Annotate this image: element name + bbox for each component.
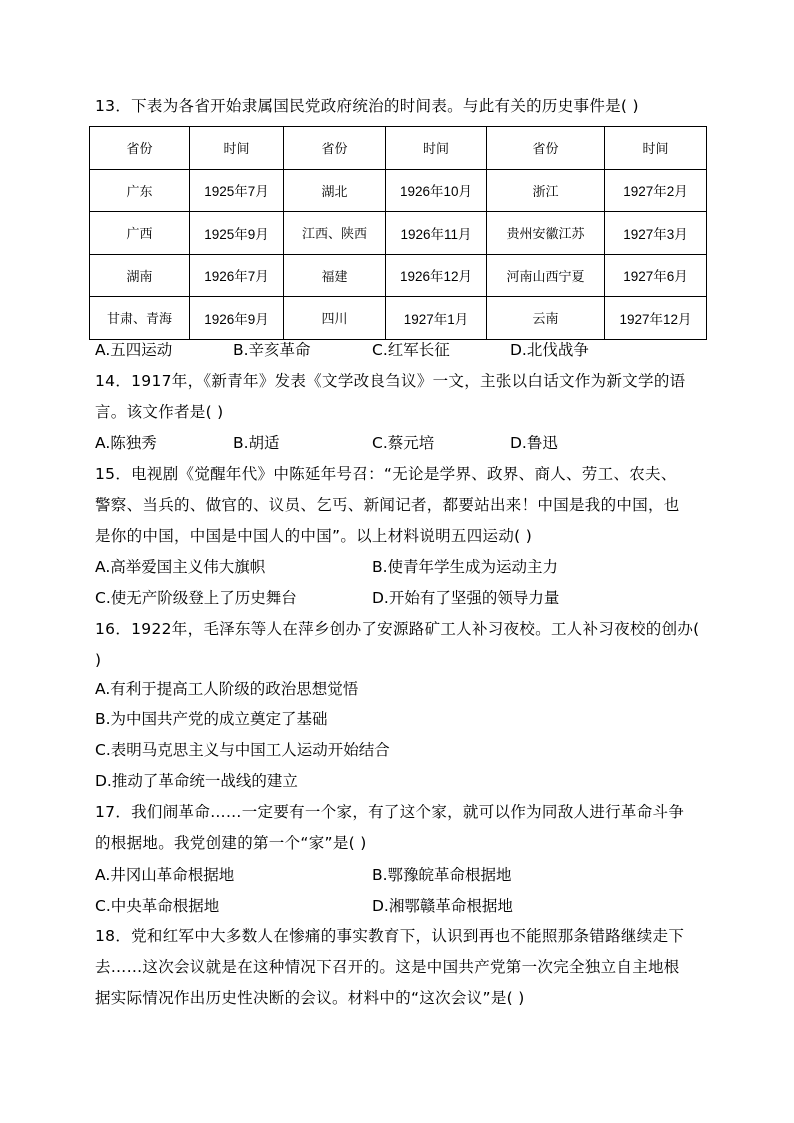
q13-stem: 13．下表为各省开始隶属国民党政府统治的时间表。与此有关的历史事件是( ) (95, 97, 639, 115)
q15-stem-line: 警察、当兵的、做官的、议员、乞丐、新闻记者，都要站出来！中国是我的中国，也 (95, 496, 680, 514)
q15-stem-line: 15．电视剧《觉醒年代》中陈延年号召：“无论是学界、政界、商人、劳工、农夫、 (95, 465, 677, 483)
table-header-cell: 省份 (284, 127, 386, 170)
time-cell: 1927年1月 (386, 297, 487, 340)
province-cell: 江西、陕西 (284, 212, 386, 255)
table-header-cell: 时间 (386, 127, 487, 170)
province-time-table (89, 126, 707, 340)
q15-option-c[interactable]: C.使无产阶级登上了历史舞台 (95, 589, 297, 607)
province-cell: 浙江 (487, 169, 605, 212)
q16-option-b[interactable]: B.为中国共产党的成立奠定了基础 (95, 710, 328, 728)
q13-option-d[interactable]: D.北伐战争 (510, 341, 589, 359)
province-cell: 广东 (90, 169, 190, 212)
table-row (90, 212, 707, 255)
q14-stem-line: 14．1917年，《新青年》发表《文学改良刍议》一文，主张以白话文作为新文学的语 (95, 372, 686, 390)
q18-stem-line: 去……这次会议就是在这种情况下召开的。这是中国共产党第一次完全独立自主地根 (95, 958, 680, 976)
time-cell: 1927年2月 (605, 169, 707, 212)
q15-option-a[interactable]: A.高举爱国主义伟大旗帜 (95, 558, 266, 576)
time-cell: 1927年6月 (605, 254, 707, 297)
province-cell: 湖北 (284, 169, 386, 212)
q16-stem-line: 16．1922年，毛泽东等人在萍乡创办了安源路矿工人补习夜校。工人补习夜校的创办( (95, 620, 700, 638)
time-cell: 1925年9月 (190, 212, 284, 255)
q15-stem-line: 是你的中国，中国是中国人的中国”。以上材料说明五四运动( ) (95, 527, 533, 545)
table-row (90, 169, 707, 212)
q15-option-b[interactable]: B.使青年学生成为运动主力 (372, 558, 559, 576)
q14-stem-line: 言。该文作者是( ) (95, 403, 224, 421)
time-cell: 1927年12月 (605, 297, 707, 340)
province-cell: 四川 (284, 297, 386, 340)
province-cell: 福建 (284, 254, 386, 297)
table-header-cell: 时间 (190, 127, 284, 170)
time-cell: 1927年3月 (605, 212, 707, 255)
q17-option-c[interactable]: C.中央革命根据地 (95, 897, 220, 915)
table-row (90, 297, 707, 340)
province-cell: 云南 (487, 297, 605, 340)
province-cell: 河南山西宁夏 (487, 254, 605, 297)
q16-stem-line: ) (95, 651, 102, 669)
time-cell: 1926年9月 (190, 297, 284, 340)
province-cell: 广西 (90, 212, 190, 255)
q14-option-b[interactable]: B.胡适 (233, 434, 280, 452)
province-cell: 贵州安徽江苏 (487, 212, 605, 255)
q13-option-a[interactable]: A.五四运动 (95, 341, 173, 359)
q16-option-c[interactable]: C.表明马克思主义与中国工人运动开始结合 (95, 741, 390, 759)
q18-stem-line: 据实际情况作出历史性决断的会议。材料中的“这次会议”是( ) (95, 989, 525, 1007)
q16-option-a[interactable]: A.有利于提高工人阶级的政治思想觉悟 (95, 680, 359, 698)
table-header-cell: 省份 (487, 127, 605, 170)
q14-option-c[interactable]: C.蔡元培 (372, 434, 435, 452)
q14-option-d[interactable]: D.鲁迅 (510, 434, 558, 452)
province-cell: 湖南 (90, 254, 190, 297)
q13-option-c[interactable]: C.红军长征 (372, 341, 450, 359)
table-header-cell: 省份 (90, 127, 190, 170)
table-header-row (90, 127, 707, 170)
time-cell: 1926年10月 (386, 169, 487, 212)
time-cell: 1926年11月 (386, 212, 487, 255)
q17-option-d[interactable]: D.湘鄂赣革命根据地 (372, 897, 513, 915)
table-header-cell: 时间 (605, 127, 707, 170)
q16-option-d[interactable]: D.推动了革命统一战线的建立 (95, 772, 298, 790)
province-cell: 甘肃、青海 (90, 297, 190, 340)
q13-option-b[interactable]: B.辛亥革命 (233, 341, 311, 359)
table-row (90, 254, 707, 297)
time-cell: 1925年7月 (190, 169, 284, 212)
q17-stem-line: 17．我们闹革命……一定要有一个家，有了这个家，就可以作为同敌人进行革命斗争 (95, 803, 685, 821)
q17-option-a[interactable]: A.井冈山革命根据地 (95, 866, 235, 884)
q17-option-b[interactable]: B.鄂豫皖革命根据地 (372, 866, 512, 884)
q14-option-a[interactable]: A.陈独秀 (95, 434, 157, 452)
time-cell: 1926年7月 (190, 254, 284, 297)
time-cell: 1926年12月 (386, 254, 487, 297)
q18-stem-line: 18．党和红军中大多数人在惨痛的事实教育下，认识到再也不能照那条错路继续走下 (95, 927, 685, 945)
q15-option-d[interactable]: D.开始有了坚强的领导力量 (372, 589, 560, 607)
q17-stem-line: 的根据地。我党创建的第一个“家”是( ) (95, 834, 367, 852)
